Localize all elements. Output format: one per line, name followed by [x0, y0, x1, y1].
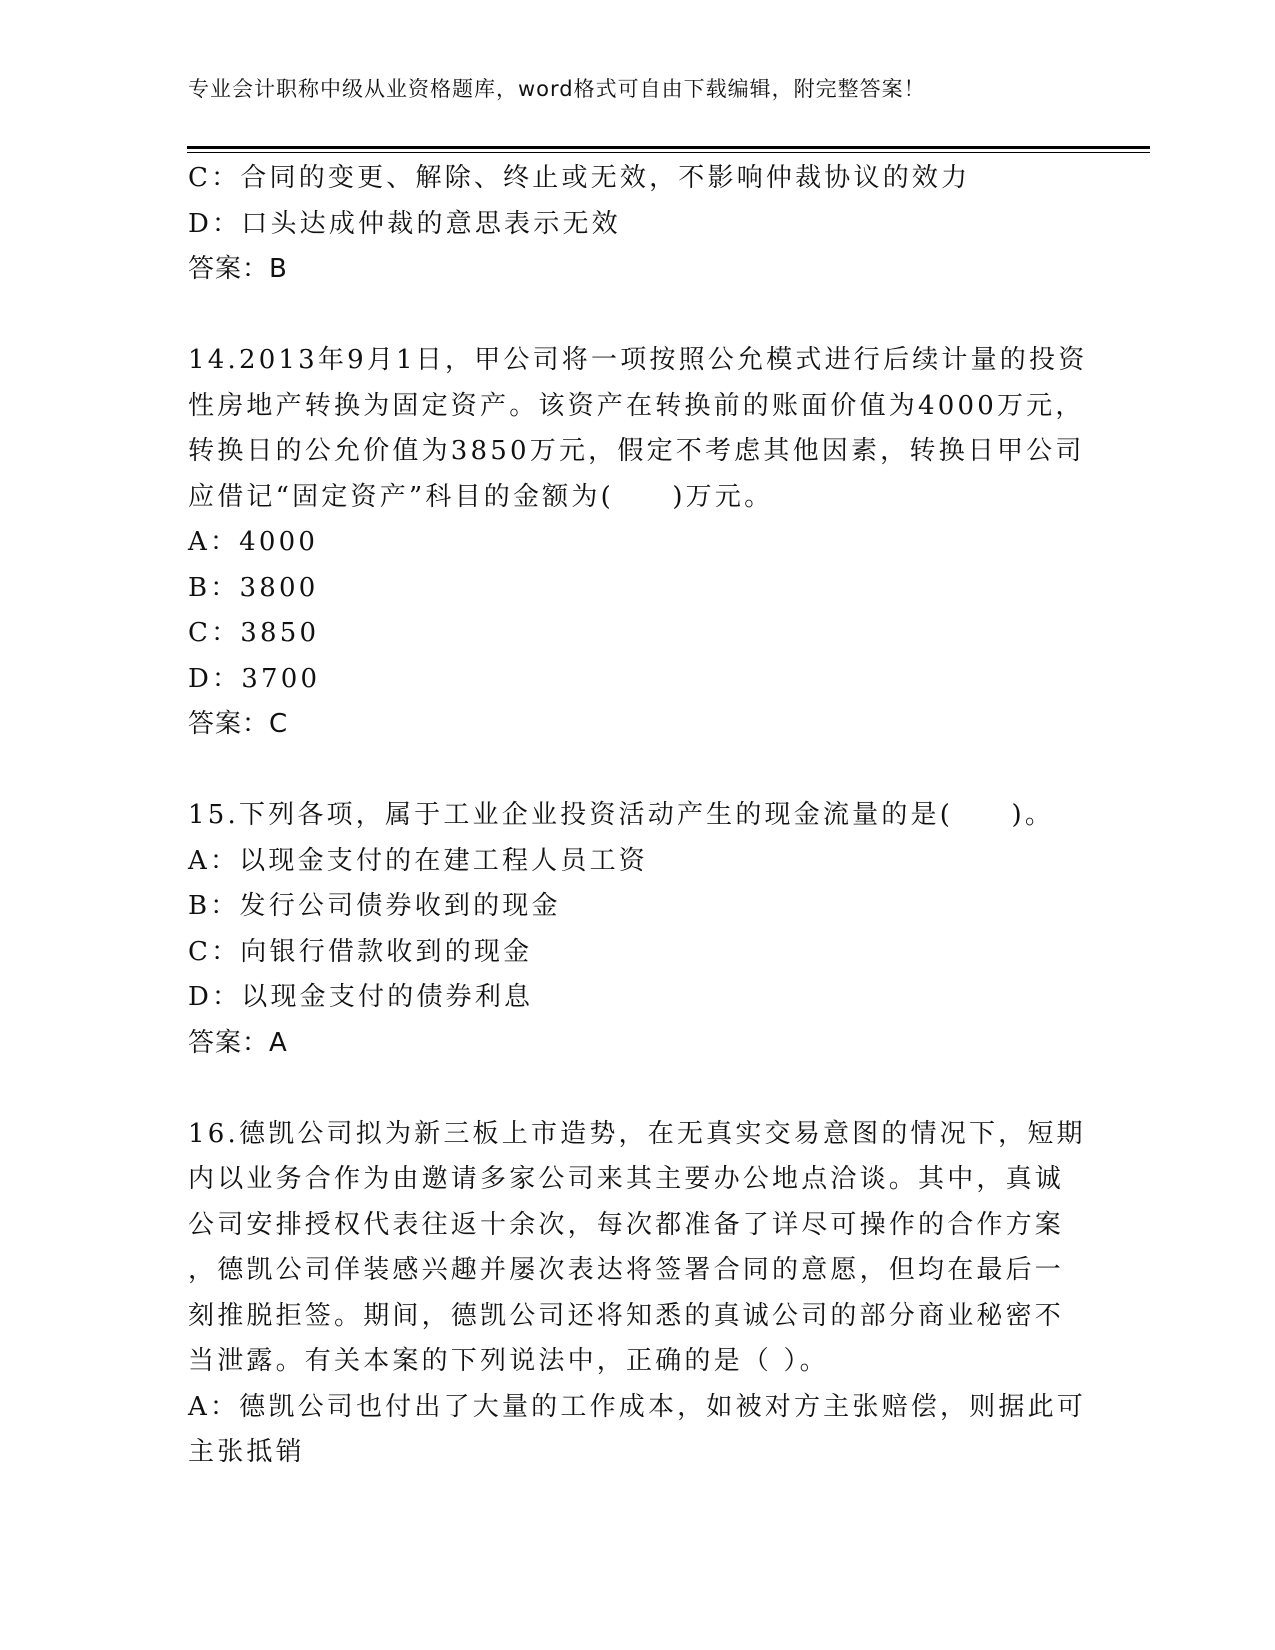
option-line: D：3700 — [188, 663, 321, 694]
question-text-line: 内以业务合作为由邀请多家公司来其主要办公地点洽谈。其中，真诚 — [188, 1164, 1065, 1194]
block-gap — [188, 293, 1088, 339]
question-text-line: 14.2013年9月1日，甲公司将一项按照公允模式进行后续计量的投资 — [188, 345, 1088, 375]
question-text-line: 转换日的公允价值为3850万元，假定不考虑其他因素，转换日甲公司 — [188, 436, 1085, 466]
question-text-line: 应借记“固定资产”科目的金额为( )万元。 — [188, 481, 774, 512]
question-text-line: 15.下列各项，属于工业企业投资活动产生的现金流量的是( )。 — [188, 800, 1055, 830]
question-text-line: 16.德凯公司拟为新三板上市造势，在无真实交易意图的情况下，短期 — [188, 1118, 1086, 1149]
header-rule-thick — [187, 146, 1150, 149]
option-line: A：4000 — [188, 527, 319, 557]
option-line: B：3800 — [188, 572, 319, 603]
option-line: C：向银行借款收到的现金 — [188, 936, 533, 967]
document-body — [188, 156, 1088, 1476]
option-line: D：以现金支付的债券利息 — [188, 982, 534, 1012]
option-line: A：德凯公司也付出了大量的工作成本，如被对方主张赔偿，则据此可 — [188, 1391, 1086, 1422]
question-block — [188, 1112, 1088, 1476]
question-text-line: 当泄露。有关本案的下列说法中，正确的是（ ）。 — [188, 1346, 829, 1376]
option-line: C：3850 — [188, 618, 320, 648]
question-block — [188, 793, 1088, 1066]
option-line: 主张抵销 — [188, 1437, 305, 1467]
page-header: 专业会计职称中级从业资格题库，word格式可自由下载编辑，附完整答案！ — [188, 77, 926, 101]
answer-line: 答案：B — [188, 254, 288, 284]
question-text-line: 性房地产转换为固定资产。该资产在转换前的账面价值为4000万元， — [188, 390, 1085, 421]
option-line: D：口头达成仲裁的意思表示无效 — [188, 208, 621, 239]
option-line: B：发行公司债券收到的现金 — [188, 891, 561, 921]
question-text-line: 公司安排授权代表往返十余次，每次都准备了详尽可操作的合作方案 — [188, 1209, 1065, 1240]
question-text-line: ，德凯公司佯装感兴趣并屡次表达将签署合同的意愿，但均在最后一 — [188, 1255, 1065, 1285]
question-text-line: 刻推脱拒签。期间，德凯公司还将知悉的真诚公司的部分商业秘密不 — [188, 1300, 1065, 1331]
option-line: C：合同的变更、解除、终止或无效，不影响仲裁协议的效力 — [188, 163, 971, 193]
answer-line: 答案：A — [188, 1027, 288, 1058]
block-gap — [188, 748, 1088, 794]
option-line: A：以现金支付的在建工程人员工资 — [188, 845, 648, 876]
answer-line: 答案：C — [188, 709, 289, 739]
block-gap — [188, 1066, 1088, 1112]
header-rule-thin — [187, 152, 1150, 153]
question-block — [188, 338, 1088, 748]
question-block — [188, 156, 1088, 293]
